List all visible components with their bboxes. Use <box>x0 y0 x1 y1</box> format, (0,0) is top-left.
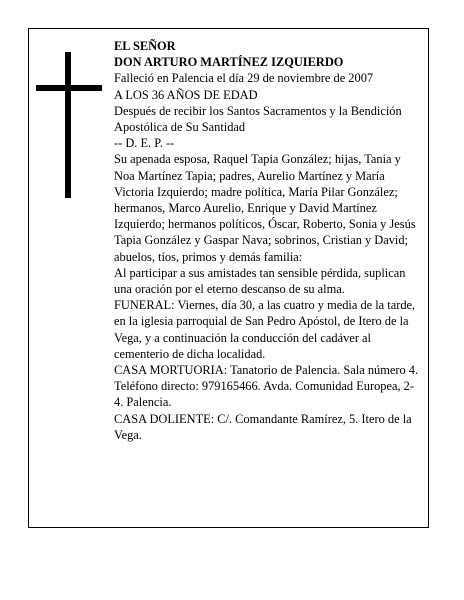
request-paragraph: Al participar a sus amistades tan sensible pérdida, suplican una oración por el eterno descanso de su alma. <box>114 265 406 297</box>
title-line-1: EL SEÑOR <box>114 39 176 53</box>
sacraments-line: Después de recibir los Santos Sacramentos y la Bendición Apostólica de Su Santidad <box>114 103 402 135</box>
home-paragraph: CASA DOLIENTE: C/. Comandante Ramírez, 5. Itero de la Vega. <box>114 411 412 442</box>
family-paragraph: Su apenada esposa, Raquel Tapia González; hijas, Tania y Noa Martínez Tapia; padres, Aurelio Martínez y María Victoria Izquierdo; madre política, María Pilar González; hermanos, Marco Aurelio, Enrique y David Martínez Izquierdo; hermanos políticos, Óscar, Roberto, Sonia y Jesús Tapia González y Gaspar Nava; sobrinos, Cristian y David; abuelos, tíos, primos y demás familia: <box>114 152 416 264</box>
rip-line: -- D. E. P. -- <box>114 136 175 151</box>
cross-vertical-bar <box>65 52 71 198</box>
cross-horizontal-bar <box>36 85 102 91</box>
obituary-text <box>114 38 419 443</box>
mortuary-paragraph: CASA MORTUORIA: Tanatorio de Palencia. Sala número 4. Teléfono directo: 979165466. Avda. Comunidad Europea, 2-4. Palencia. <box>114 363 419 410</box>
death-date-line: Falleció en Palencia el día 29 de noviembre de 2007 <box>114 71 374 86</box>
age-line: A LOS 36 AÑOS DE EDAD <box>114 87 258 102</box>
funeral-paragraph: FUNERAL: Viernes, día 30, a las cuatro y media de la tarde, en la iglesia parroquial de San Pedro Apóstol, de Itero de la Vega, y a continuación la conducción del cadáver al cementerio de dicha localidad. <box>114 298 416 361</box>
cross-icon <box>36 52 102 198</box>
deceased-name: DON ARTURO MARTÍNEZ IZQUIERDO <box>114 55 344 70</box>
